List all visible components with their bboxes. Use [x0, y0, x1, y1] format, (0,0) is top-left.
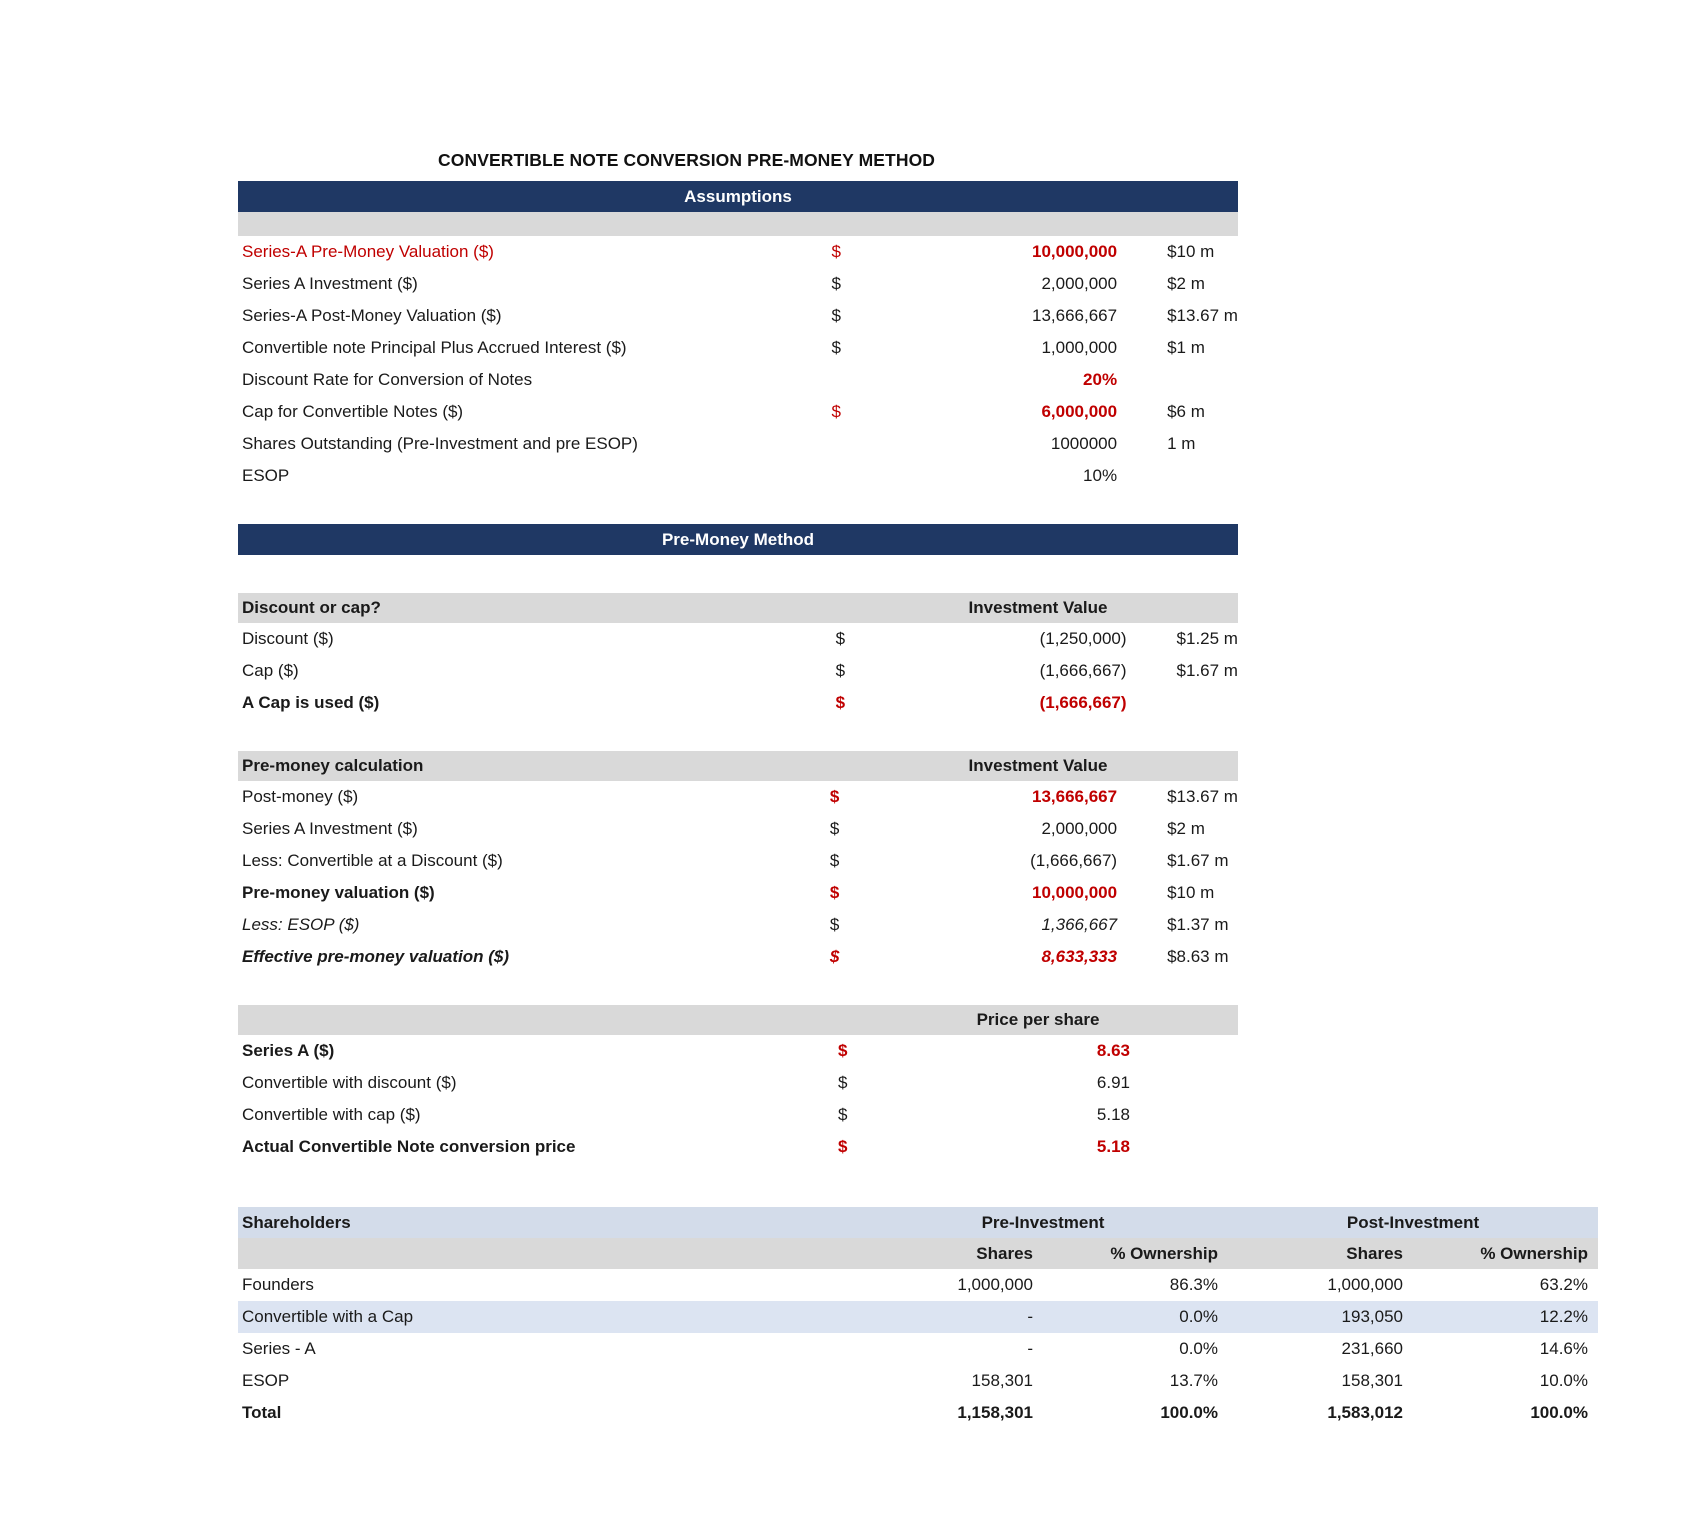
shareholder-name: Founders	[242, 1275, 314, 1294]
table-row	[238, 845, 1238, 877]
row-currency: $	[838, 1137, 848, 1156]
row-note: $10 m	[1167, 242, 1215, 261]
table-row	[238, 941, 1238, 973]
section-header-blank	[238, 1005, 838, 1035]
row-label: Series-A Post-Money Valuation ($)	[242, 306, 502, 325]
row-value: 10%	[1083, 466, 1118, 485]
table-row	[238, 909, 1238, 941]
table-row-total	[238, 1397, 1598, 1429]
row-label: Discount Rate for Conversion of Notes	[242, 370, 533, 389]
row-label: Cap ($)	[242, 661, 299, 680]
column-header-price-per-share: Price per share	[976, 1010, 1100, 1029]
post-shares: 1,583,012	[1327, 1403, 1403, 1422]
row-label: Series A Investment ($)	[242, 274, 418, 293]
row-note: $13.67 m	[1167, 306, 1238, 325]
pre-shares: -	[1027, 1339, 1033, 1358]
row-value: 13,666,667	[1031, 306, 1118, 325]
post-ownership: 14.6%	[1539, 1339, 1588, 1358]
row-value: 1,366,667	[1041, 915, 1118, 934]
table-row	[238, 364, 1238, 396]
post-ownership: 100.0%	[1530, 1403, 1588, 1422]
row-label: Discount ($)	[242, 629, 334, 648]
row-value: (1,250,000)	[1039, 629, 1127, 648]
premoney-calculation-header	[238, 751, 1238, 781]
post-ownership: 12.2%	[1413, 1301, 1598, 1333]
row-value: 2,000,000	[1041, 819, 1118, 838]
table-row	[238, 1131, 1238, 1163]
row-currency: $	[829, 787, 840, 806]
column-header-investment-value: Investment Value	[968, 756, 1108, 775]
row-note: $1.67 m	[1167, 851, 1229, 870]
pre-shares: 1,158,301	[957, 1403, 1033, 1422]
column-header-post-ownership: % Ownership	[1413, 1238, 1598, 1269]
shareholders-title: Shareholders	[238, 1207, 858, 1238]
row-note	[1138, 1067, 1238, 1099]
section-header-label: Pre-money calculation	[242, 756, 424, 775]
row-note	[1138, 1131, 1238, 1163]
table-row	[238, 1269, 1598, 1301]
row-currency	[832, 460, 871, 492]
table-row	[238, 428, 1238, 460]
table-row	[238, 332, 1238, 364]
row-note: $13.67 m	[1167, 787, 1238, 806]
table-row	[238, 268, 1238, 300]
column-header-pre-ownership: % Ownership	[1043, 1238, 1228, 1269]
row-currency: $	[829, 915, 840, 934]
row-note	[1135, 687, 1238, 719]
shareholder-name: Series - A	[242, 1339, 316, 1358]
assumptions-table	[238, 236, 1238, 492]
row-label: Cap for Convertible Notes ($)	[242, 402, 464, 421]
row-label: ESOP	[242, 466, 290, 485]
row-label: Less: ESOP ($)	[242, 915, 360, 934]
row-value: (1,666,667)	[1039, 661, 1127, 680]
table-row	[238, 877, 1238, 909]
column-header-investment-value: Investment Value	[968, 598, 1108, 617]
column-header-post-shares: Shares	[1228, 1238, 1413, 1269]
row-currency: $	[831, 306, 841, 325]
group-header-pre-investment: Pre-Investment	[858, 1207, 1228, 1238]
row-value: 2,000,000	[1041, 274, 1118, 293]
row-note: $10 m	[1167, 883, 1215, 902]
pre-ownership: 13.7%	[1169, 1371, 1218, 1390]
row-value: 5.18	[1096, 1137, 1130, 1156]
row-currency: $	[829, 947, 840, 966]
table-row	[238, 1333, 1598, 1365]
row-currency	[832, 364, 871, 396]
price-per-share-table	[238, 1035, 1238, 1163]
row-note	[1125, 460, 1238, 492]
row-note: $1.25 m	[1176, 629, 1238, 648]
post-shares: 158,301	[1341, 1371, 1403, 1390]
row-note: $1.67 m	[1176, 661, 1238, 680]
page-title: CONVERTIBLE NOTE CONVERSION PRE-MONEY METHOD	[438, 150, 936, 170]
row-currency: $	[835, 693, 846, 712]
post-ownership: 63.2%	[1539, 1275, 1588, 1294]
pre-shares: 1,000,000	[957, 1275, 1033, 1294]
section-header-label: Discount or cap?	[242, 598, 381, 617]
row-label: Series A ($)	[242, 1041, 335, 1060]
row-value: 13,666,667	[1031, 787, 1118, 806]
row-label: Convertible with discount ($)	[242, 1073, 457, 1092]
shareholder-name: Convertible with a Cap	[238, 1301, 858, 1333]
row-value: 1,000,000	[1041, 338, 1118, 357]
table-row	[238, 396, 1238, 428]
post-shares: 193,050	[1228, 1301, 1413, 1333]
row-label: Series A Investment ($)	[242, 819, 418, 838]
column-header-pre-shares: Shares	[858, 1238, 1043, 1269]
pre-ownership: 100.0%	[1160, 1403, 1218, 1422]
table-row	[238, 460, 1238, 492]
row-currency: $	[838, 1073, 848, 1092]
subheader-blank	[238, 1238, 858, 1269]
table-row	[238, 236, 1238, 268]
row-currency: $	[838, 1105, 848, 1124]
row-value: (1,666,667)	[1039, 693, 1127, 712]
post-shares: 1,000,000	[1327, 1275, 1403, 1294]
table-row	[238, 1365, 1598, 1397]
row-value: 1000000	[1050, 434, 1118, 453]
shareholders-subheader-row	[238, 1238, 1598, 1269]
row-note	[1138, 1035, 1238, 1067]
group-header-post-investment: Post-Investment	[1228, 1207, 1598, 1238]
pre-ownership: 0.0%	[1043, 1301, 1228, 1333]
row-label: Less: Convertible at a Discount ($)	[242, 851, 503, 870]
premoney-method-band: Pre-Money Method	[238, 524, 1238, 555]
row-value: 8,633,333	[1041, 947, 1118, 966]
row-value: 20%	[1083, 370, 1118, 389]
row-currency: $	[831, 242, 841, 261]
table-row	[238, 1067, 1238, 1099]
row-value: 5.18	[1096, 1105, 1130, 1124]
shareholder-name: ESOP	[242, 1371, 290, 1390]
row-note	[1138, 1099, 1238, 1131]
table-row	[238, 1099, 1238, 1131]
table-row	[238, 1301, 1598, 1333]
row-value: (1,666,667)	[1030, 851, 1118, 870]
table-row	[238, 655, 1238, 687]
row-currency: $	[835, 661, 846, 680]
shareholders-table	[238, 1207, 1598, 1429]
row-currency	[832, 428, 871, 460]
row-label: Shares Outstanding (Pre-Investment and pre ESOP)	[242, 434, 638, 453]
row-value: 10,000,000	[1031, 242, 1118, 261]
pre-ownership: 86.3%	[1169, 1275, 1218, 1294]
row-label: Series-A Pre-Money Valuation ($)	[242, 242, 494, 261]
row-note: $2 m	[1167, 274, 1205, 293]
row-currency: $	[835, 629, 846, 648]
table-row	[238, 687, 1238, 719]
row-currency: $	[829, 883, 840, 902]
pre-shares: -	[858, 1301, 1043, 1333]
row-value: 10,000,000	[1031, 883, 1118, 902]
row-label: Actual Convertible Note conversion price	[242, 1137, 576, 1156]
row-note	[1125, 364, 1238, 396]
table-row	[238, 813, 1238, 845]
post-shares: 231,660	[1341, 1339, 1403, 1358]
row-currency: $	[829, 819, 840, 838]
row-note: $2 m	[1167, 819, 1205, 838]
row-currency: $	[829, 851, 840, 870]
discount-or-cap-table	[238, 623, 1238, 719]
row-label: Convertible with cap ($)	[242, 1105, 421, 1124]
table-row	[238, 1035, 1238, 1067]
row-currency: $	[831, 274, 841, 293]
shareholder-name: Total	[242, 1403, 282, 1422]
row-currency: $	[838, 1041, 848, 1060]
row-note: $1 m	[1167, 338, 1205, 357]
row-value: 6.91	[1096, 1073, 1130, 1092]
row-value: 6,000,000	[1041, 402, 1118, 421]
assumptions-band: Assumptions	[238, 181, 1238, 212]
row-note: 1 m	[1167, 434, 1196, 453]
row-value: 8.63	[1096, 1041, 1130, 1060]
row-note: $6 m	[1167, 402, 1205, 421]
price-per-share-header	[238, 1005, 1238, 1035]
shareholders-group-header-row	[238, 1207, 1598, 1238]
row-currency: $	[831, 338, 841, 357]
table-row	[238, 623, 1238, 655]
row-currency: $	[831, 402, 841, 421]
row-note: $8.63 m	[1167, 947, 1229, 966]
table-row	[238, 781, 1238, 813]
spreadsheet-sheet	[238, 150, 1598, 1429]
row-label: Post-money ($)	[242, 787, 359, 806]
row-label: Pre-money valuation ($)	[242, 883, 435, 902]
pre-ownership: 0.0%	[1179, 1339, 1218, 1358]
row-label: Convertible note Principal Plus Accrued Interest ($)	[242, 338, 627, 357]
pre-shares: 158,301	[971, 1371, 1033, 1390]
discount-or-cap-header	[238, 593, 1238, 623]
row-note: $1.37 m	[1167, 915, 1229, 934]
row-label: A Cap is used ($)	[242, 693, 380, 712]
post-ownership: 10.0%	[1539, 1371, 1588, 1390]
row-label: Effective pre-money valuation ($)	[242, 947, 510, 966]
assumptions-spacer-row	[238, 212, 1238, 236]
table-row	[238, 300, 1238, 332]
premoney-calculation-table	[238, 781, 1238, 973]
